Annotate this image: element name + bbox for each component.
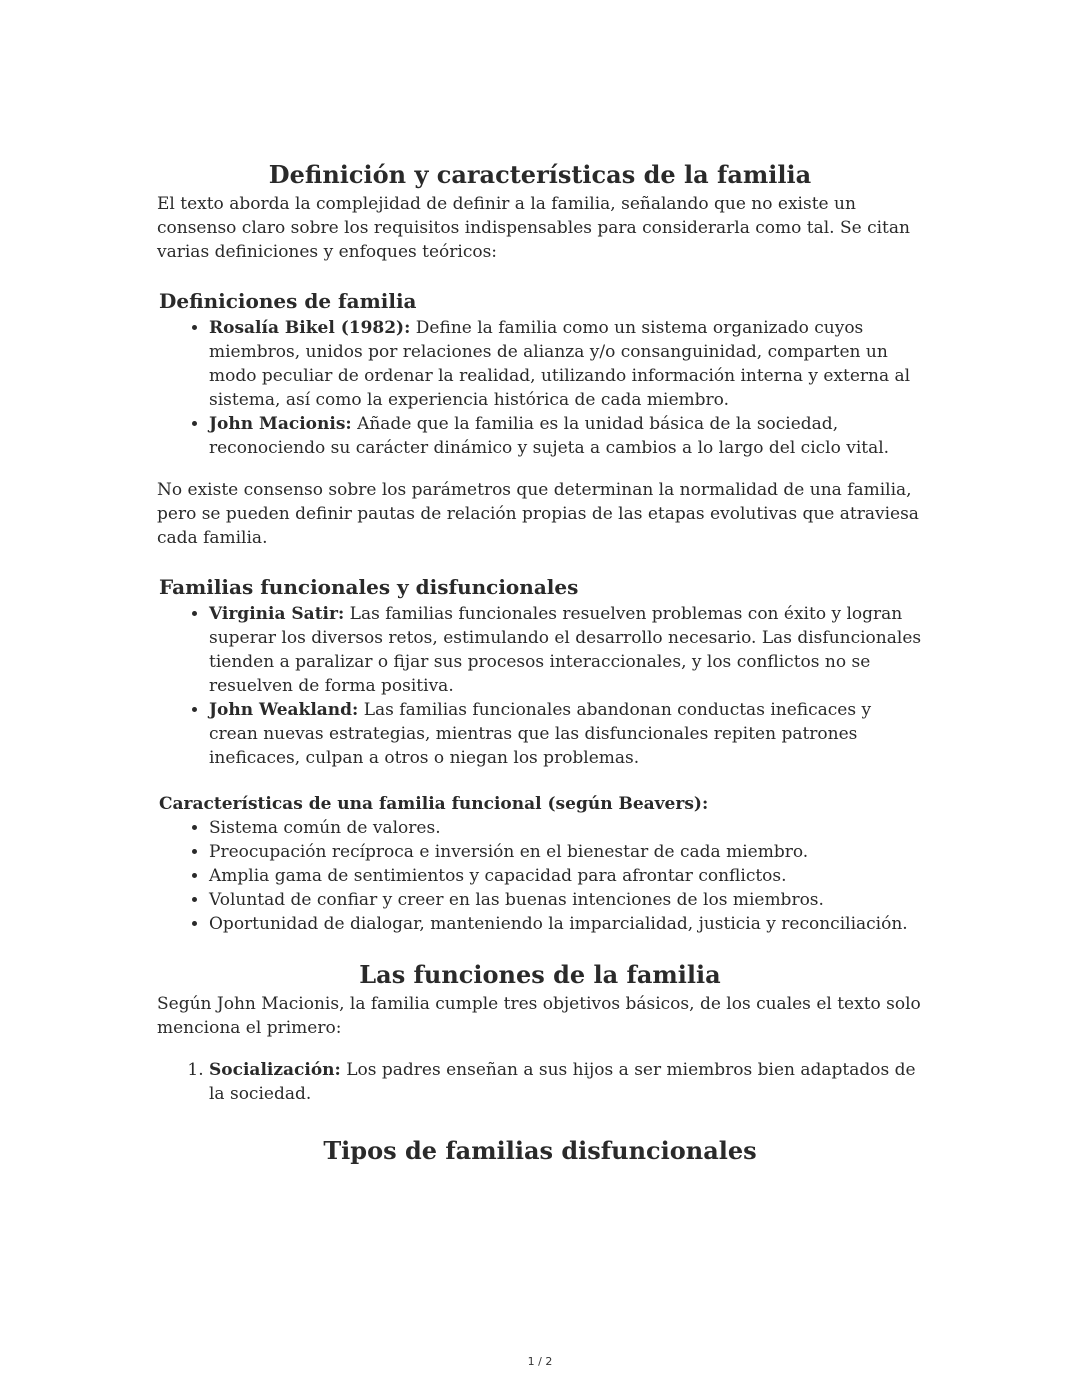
consenso-paragraph: No existe consenso sobre los parámetros que determinan la normalidad de una familia, pero se pueden definir pautas de relación propias de las etapas evolutivas que atraviesa cada familia. (157, 480, 919, 548)
list-item: • Sistema común de valores. (209, 816, 923, 840)
item-label: John Weakland: (209, 700, 359, 720)
list-item: • Oportunidad de dialogar, manteniendo la imparcialidad, justicia y reconciliación. (209, 912, 923, 936)
funcionales-heading: Familias funcionales y disfuncionales (159, 575, 579, 599)
definiciones-list (157, 316, 923, 460)
item-text: Los padres enseñan a sus hijos a ser miembros bien adaptados de la sociedad. (209, 1060, 916, 1104)
list-item: • Amplia gama de sentimientos y capacidad para afrontar conflictos. (209, 864, 923, 888)
item-text: Las familias funcionales abandonan conductas ineficaces y crean nuevas estrategias, mientras que las disfuncionales repiten patrones ineficaces, culpan a otros o niegan los problemas. (209, 700, 872, 768)
page-title: Definición y características de la familia (268, 160, 812, 189)
item-label: Socialización: (209, 1060, 341, 1080)
list-item (209, 602, 923, 698)
funciones-list (157, 1058, 923, 1106)
item-text: Define la familia como un sistema organizado cuyos miembros, unidos por relaciones de alianza y/o consanguinidad, comparten un modo peculiar de ordenar la realidad, utilizando información interna y externa al sistema, así como la experiencia histórica de cada miembro. (209, 318, 911, 410)
definiciones-heading: Definiciones de familia (159, 289, 417, 313)
list-item: • Voluntad de confiar y creer en las buenas intenciones de los miembros. (209, 888, 923, 912)
item-label: John Macionis: (209, 414, 352, 434)
tipos-heading: Tipos de familias disfuncionales (323, 1136, 757, 1165)
item-label: Virginia Satir: (209, 604, 345, 624)
caracteristicas-list (157, 816, 923, 936)
caracteristicas-heading: Características de una familia funcional (según Beavers): (159, 794, 709, 814)
intro-paragraph: El texto aborda la complejidad de definir a la familia, señalando que no existe un consenso claro sobre los requisitos indispensables para considerarla como tal. Se citan varias definiciones y enfoques teóricos: (157, 194, 910, 262)
list-item (209, 316, 923, 412)
list-item: • Preocupación recíproca e inversión en el bienestar de cada miembro. (209, 840, 923, 864)
funcionales-list (157, 602, 923, 770)
item-text: Añade que la familia es la unidad básica de la sociedad, reconociendo su carácter dinámico y sujeta a cambios a lo largo del ciclo vital. (209, 414, 890, 458)
list-item (209, 698, 923, 770)
page-number: 1 / 2 (527, 1355, 553, 1368)
list-item (209, 412, 923, 460)
funciones-heading: Las funciones de la familia (359, 960, 721, 989)
item-label: Rosalía Bikel (1982): (209, 318, 411, 338)
funciones-intro: Según John Macionis, la familia cumple tres objetivos básicos, de los cuales el texto solo menciona el primero: (157, 994, 921, 1038)
list-item (209, 1058, 923, 1106)
document-page (157, 158, 923, 1168)
item-text: Las familias funcionales resuelven problemas con éxito y logran superar los diversos retos, estimulando el desarrollo necesario. Las disfuncionales tienden a paralizar o fijar sus procesos interaccionales, y los conflictos no se resuelven de forma positiva. (209, 604, 922, 696)
